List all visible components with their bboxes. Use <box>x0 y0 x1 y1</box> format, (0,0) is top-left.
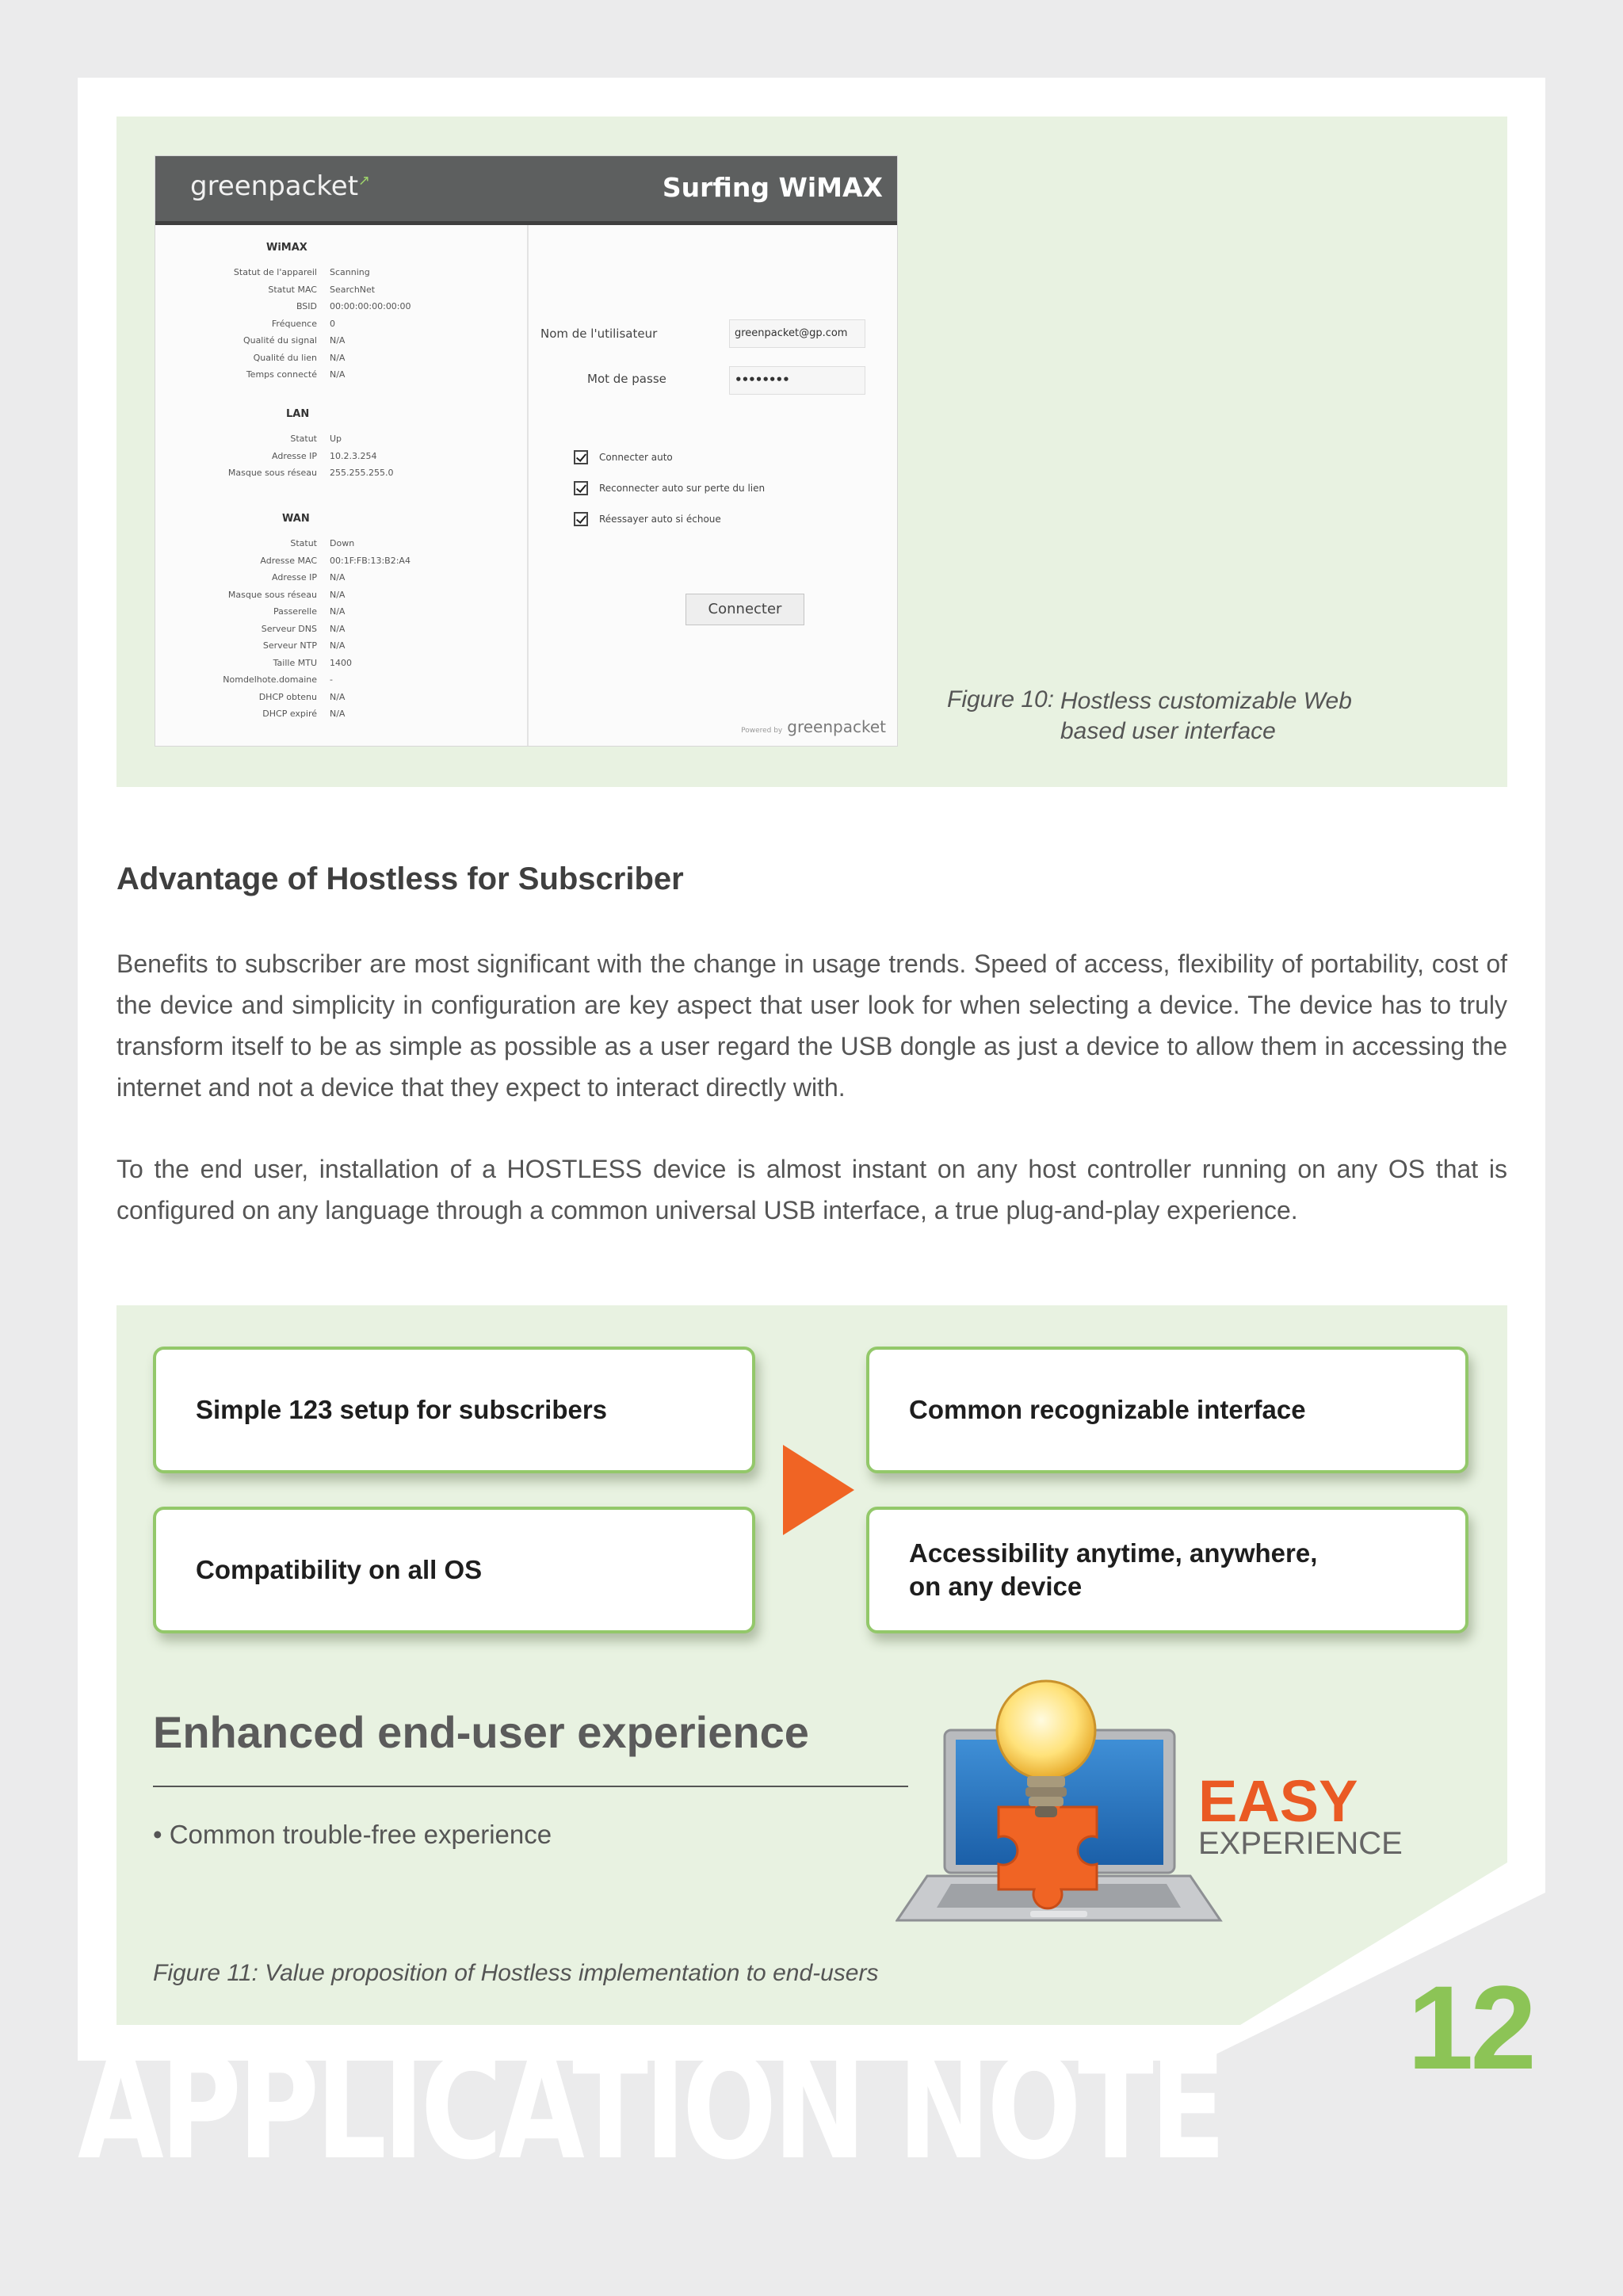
card-simple-setup <box>153 1347 755 1473</box>
status-key: Masque sous réseau <box>227 589 317 600</box>
username-label: Nom de l'utilisateur <box>540 327 658 341</box>
experience-label: EXPERIENCE <box>1198 1826 1403 1861</box>
status-value: N/A <box>330 572 346 583</box>
title-rule <box>153 1786 908 1787</box>
enhanced-experience-title: Enhanced end-user experience <box>153 1707 809 1757</box>
status-key: Nomdelhote.domaine <box>223 674 317 685</box>
status-value: N/A <box>330 352 346 363</box>
auto-connect-label: Connecter auto <box>599 452 673 463</box>
status-key: Temps connecté <box>246 369 317 380</box>
status-key: Adresse IP <box>272 572 317 583</box>
status-value: N/A <box>330 640 346 651</box>
status-key: Qualité du lien <box>253 352 317 363</box>
section-heading: Advantage of Hostless for Subscriber <box>116 861 684 896</box>
status-key: Statut de l'appareil <box>233 267 317 277</box>
status-key: Taille MTU <box>273 657 317 668</box>
card-accessibility-label: Accessibility anytime, anywhere, on any device <box>909 1538 1318 1601</box>
status-key: BSID <box>296 301 317 311</box>
status-value: - <box>330 674 333 685</box>
card-compatibility-label: Compatibility on all OS <box>196 1555 483 1584</box>
paragraph-installation: To the end user, installation of a HOSTLESS device is almost instant on any host controller running on any OS that is configured on any language through a common universal USB interface, a true plug-and-play experience. <box>116 1155 1507 1224</box>
status-key: Serveur NTP <box>262 640 317 651</box>
status-key: Fréquence <box>271 318 317 329</box>
status-key: Passerelle <box>273 606 317 617</box>
status-value: 00:1F:FB:13:B2:A4 <box>330 555 411 566</box>
status-key: Qualité du signal <box>242 335 317 346</box>
paragraph-benefits: Benefits to subscriber are most significant with the change in usage trends. Speed of access, flexibility of portability, cost of the device and simplicity in configuration are key aspect that user look for when selecting a device. The device has to truly transform itself to be as simple as possible as a user regard the USB dongle as just a device to allow them in accessing the internet and not a device that they expect to interact directly with. <box>116 949 1507 1102</box>
status-key: Statut MAC <box>268 284 317 295</box>
status-value: N/A <box>330 606 346 617</box>
status-value: SearchNet <box>330 284 376 295</box>
status-key: DHCP obtenu <box>258 691 317 702</box>
arrow-right-icon <box>783 1445 854 1535</box>
status-value: Scanning <box>330 267 370 277</box>
figure-10-caption-label: Figure 10: <box>947 686 1055 712</box>
password-label: Mot de passe <box>587 372 666 386</box>
card-compatibility <box>153 1507 755 1633</box>
router-ui-screenshot <box>155 155 898 747</box>
easy-label: EASY <box>1198 1768 1358 1834</box>
status-key: Serveur DNS <box>261 623 317 634</box>
greenpacket-logo: greenpacket↗ <box>190 170 371 202</box>
card-common-interface-label: Common recognizable interface <box>909 1395 1306 1424</box>
username-field[interactable]: greenpacket@gp.com <box>729 319 865 348</box>
auto-retry-checkbox[interactable] <box>574 512 588 526</box>
status-value: 00:00:00:00:00:00 <box>330 301 411 311</box>
status-value: 10.2.3.254 <box>330 450 377 461</box>
status-value: Down <box>330 538 355 548</box>
figure-11-caption: Figure 11: Value proposition of Hostless implementation to end-users <box>153 1960 879 1986</box>
connect-button[interactable]: Connecter <box>685 594 804 625</box>
application-note-watermark: APPLICATION NOTE <box>78 2026 1223 2191</box>
auto-connect-checkbox[interactable] <box>574 450 588 464</box>
status-value: Up <box>330 434 342 444</box>
status-value: N/A <box>330 623 346 634</box>
status-value: 1400 <box>330 657 352 668</box>
status-key: Masque sous réseau <box>227 468 317 478</box>
card-accessibility <box>866 1507 1468 1633</box>
ui-divider <box>527 225 529 747</box>
auto-retry-label: Réessayer auto si échoue <box>599 514 721 525</box>
card-simple-setup-label: Simple 123 setup for subscribers <box>196 1395 608 1424</box>
figure-10-caption-text: Hostless customizable Web based user interface <box>1060 688 1352 744</box>
ui-header <box>155 156 897 225</box>
status-value: N/A <box>330 709 346 719</box>
auto-reconnect-checkbox[interactable] <box>574 481 588 495</box>
status-value: N/A <box>330 335 346 346</box>
wan-heading: WAN <box>282 513 310 525</box>
bullet-trouble-free: • Common trouble-free experience <box>153 1820 552 1849</box>
status-key: Adresse IP <box>272 450 317 461</box>
status-value: 0 <box>330 318 335 329</box>
status-key: DHCP expiré <box>262 709 317 719</box>
status-key: Statut <box>290 538 317 548</box>
status-key: Statut <box>290 434 317 444</box>
card-common-interface <box>866 1347 1468 1473</box>
wimax-heading: WiMAX <box>266 242 307 254</box>
status-key: Adresse MAC <box>260 555 317 566</box>
powered-by: Powered by greenpacket <box>741 717 886 736</box>
auto-reconnect-label: Reconnecter auto sur perte du lien <box>599 483 766 494</box>
status-value: N/A <box>330 691 346 702</box>
laptop-lightbulb-icon <box>896 1668 1244 1938</box>
status-value: N/A <box>330 589 346 600</box>
page-number: 12 <box>1407 1961 1533 2094</box>
ui-title: Surfing WiMAX <box>662 172 883 203</box>
lan-heading: LAN <box>286 408 310 420</box>
status-value: N/A <box>330 369 346 380</box>
status-value: 255.255.255.0 <box>330 468 394 478</box>
password-field[interactable]: •••••••• <box>729 366 865 395</box>
